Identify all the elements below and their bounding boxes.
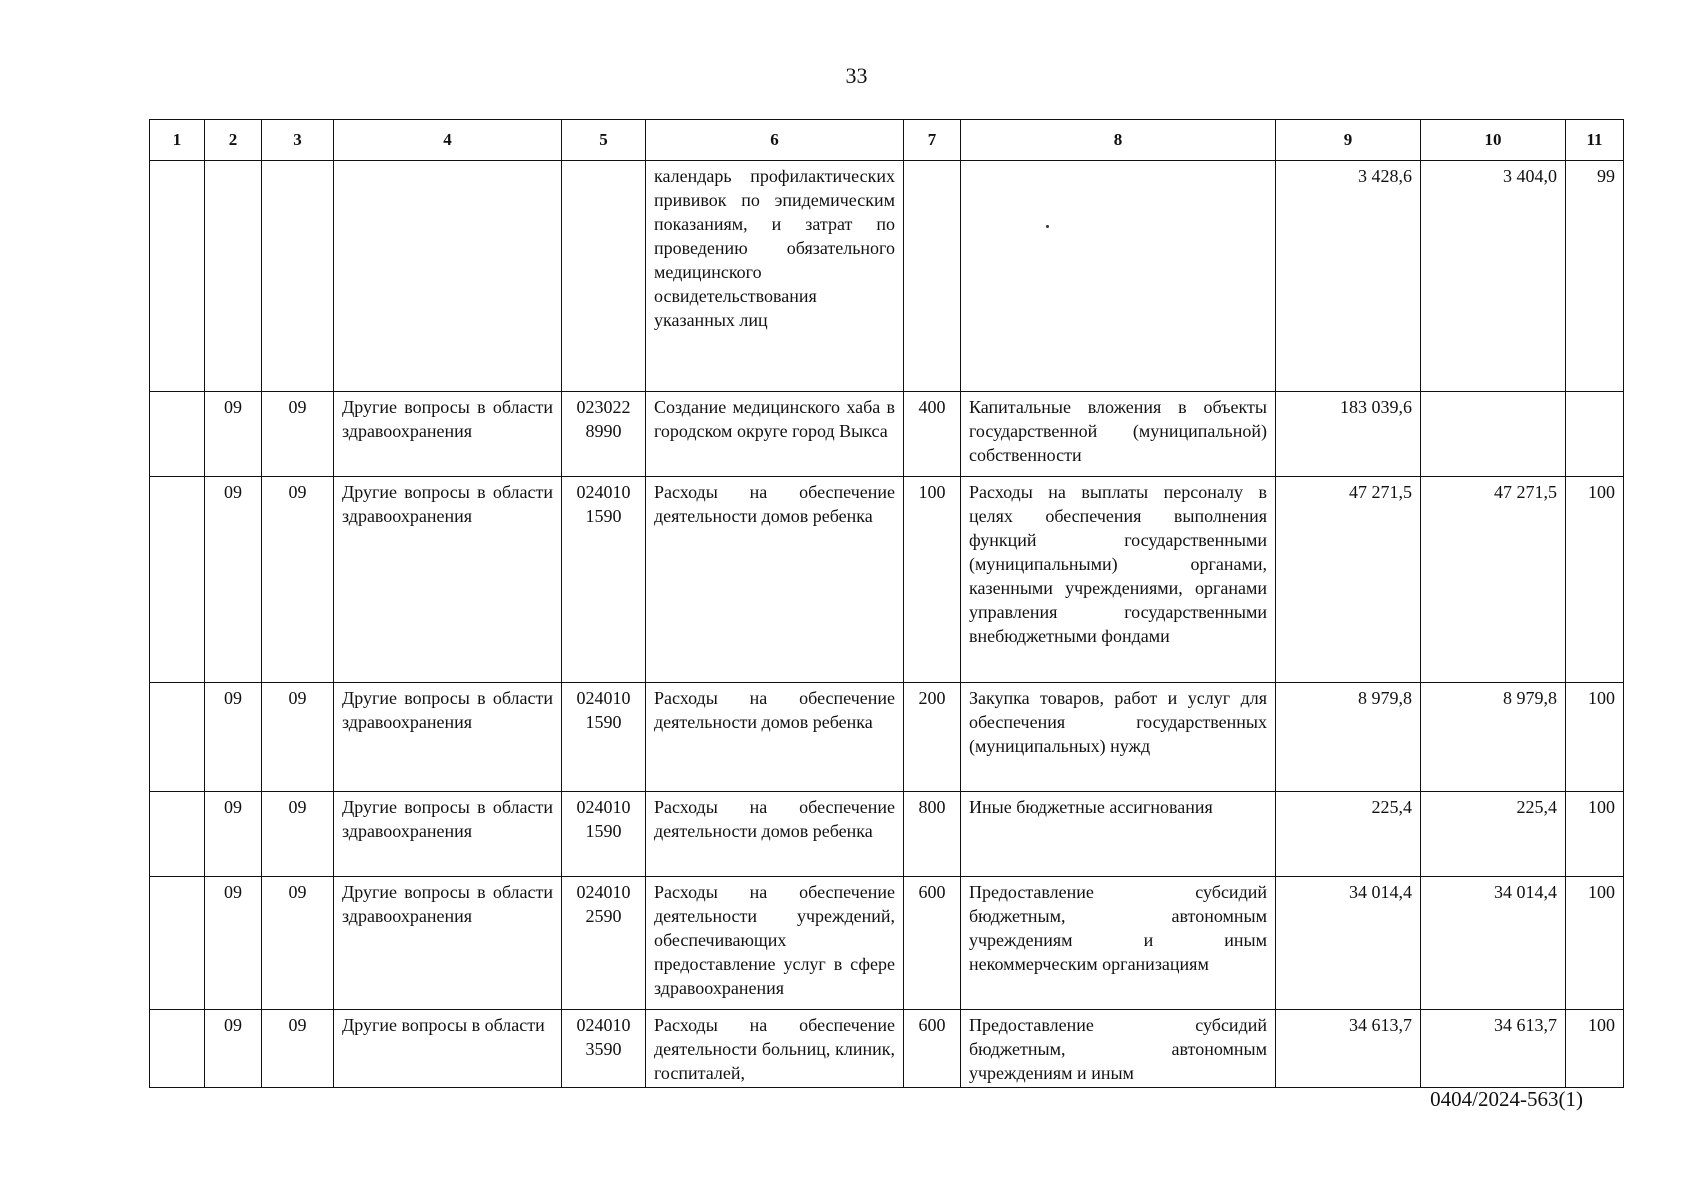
cell-section xyxy=(150,477,205,683)
cell-expense-name: Иные бюджетные ассигнования xyxy=(961,792,1276,877)
cell-target-name: Расходы на обеспечение деятельности учреждений, обеспечивающих предоставление услуг в сфере здравоохранения xyxy=(646,877,904,1010)
cell-target-name: Создание медицинского хаба в городском округе город Выкса xyxy=(646,392,904,477)
column-header: 6 xyxy=(646,120,904,161)
column-header: 2 xyxy=(205,120,262,161)
table-row xyxy=(150,792,1624,877)
cell-plan: 225,4 xyxy=(1276,792,1421,877)
cell-chapter: 09 xyxy=(205,392,262,477)
cell-target-code: 024010 2590 xyxy=(562,877,646,1010)
cell-expense-type: 200 xyxy=(904,683,961,792)
cell-subchapter: 09 xyxy=(262,792,334,877)
cell-target-code: 024010 1590 xyxy=(562,683,646,792)
cell-percent: 100 xyxy=(1566,792,1624,877)
table-row xyxy=(150,392,1624,477)
cell-plan: 34 014,4 xyxy=(1276,877,1421,1010)
cell-percent: 99 xyxy=(1566,161,1624,392)
table-header-row xyxy=(150,120,1624,161)
cell-subchapter-name: Другие вопросы в области здравоохранения xyxy=(334,683,562,792)
cell-plan: 47 271,5 xyxy=(1276,477,1421,683)
cell-chapter: 09 xyxy=(205,477,262,683)
cell-target-name: Расходы на обеспечение деятельности домов ребенка xyxy=(646,683,904,792)
cell-subchapter: 09 xyxy=(262,1010,334,1088)
cell-subchapter: 09 xyxy=(262,477,334,683)
cell-fact: 34 613,7 xyxy=(1421,1010,1566,1088)
cell-expense-type: 100 xyxy=(904,477,961,683)
cell-target-code: 024010 1590 xyxy=(562,792,646,877)
column-header: 1 xyxy=(150,120,205,161)
cell-chapter: 09 xyxy=(205,1010,262,1088)
column-header: 11 xyxy=(1566,120,1624,161)
cell-subchapter: 09 xyxy=(262,392,334,477)
cell-percent: 100 xyxy=(1566,877,1624,1010)
cell-expense-name: Предоставление субсидий бюджетным, автономным учреждениям и иным некоммерческим организациям xyxy=(961,877,1276,1010)
cell-plan: 34 613,7 xyxy=(1276,1010,1421,1088)
cell-expense-type: 600 xyxy=(904,877,961,1010)
cell-target-code: 023022 8990 xyxy=(562,392,646,477)
cell-chapter xyxy=(205,161,262,392)
cell-subchapter-name: Другие вопросы в области xyxy=(334,1010,562,1088)
cell-section xyxy=(150,877,205,1010)
cell-section xyxy=(150,161,205,392)
cell-percent: 100 xyxy=(1566,683,1624,792)
cell-fact: 225,4 xyxy=(1421,792,1566,877)
cell-percent xyxy=(1566,392,1624,477)
cell-target-code xyxy=(562,161,646,392)
cell-subchapter-name: Другие вопросы в области здравоохранения xyxy=(334,477,562,683)
column-header: 10 xyxy=(1421,120,1566,161)
cell-expense-name: Капитальные вложения в объекты государственной (муниципальной) собственности xyxy=(961,392,1276,477)
cell-expense-name: Закупка товаров, работ и услуг для обеспечения государственных (муниципальных) нужд xyxy=(961,683,1276,792)
cell-section xyxy=(150,1010,205,1088)
cell-chapter: 09 xyxy=(205,683,262,792)
table-row xyxy=(150,161,1624,392)
column-header: 9 xyxy=(1276,120,1421,161)
column-header: 7 xyxy=(904,120,961,161)
column-header: 3 xyxy=(262,120,334,161)
cell-fact: 8 979,8 xyxy=(1421,683,1566,792)
column-header: 4 xyxy=(334,120,562,161)
document-code: 0404/2024-563(1) xyxy=(1430,1087,1583,1111)
table-row xyxy=(150,683,1624,792)
cell-section xyxy=(150,792,205,877)
cell-percent: 100 xyxy=(1566,477,1624,683)
cell-fact xyxy=(1421,392,1566,477)
cell-plan: 183 039,6 xyxy=(1276,392,1421,477)
cell-fact: 3 404,0 xyxy=(1421,161,1566,392)
cell-expense-type: 400 xyxy=(904,392,961,477)
cell-section xyxy=(150,392,205,477)
cell-expense-name: Предоставление субсидий бюджетным, автономным учреждениям и иным xyxy=(961,1010,1276,1088)
cell-expense-name: Расходы на выплаты персоналу в целях обеспечения выполнения функций государственными (муниципальными) органами, казенными учреждениями, органами управления государственными внебюджетными фондами xyxy=(961,477,1276,683)
table-row xyxy=(150,477,1624,683)
cell-chapter: 09 xyxy=(205,792,262,877)
cell-subchapter: 09 xyxy=(262,877,334,1010)
cell-percent: 100 xyxy=(1566,1010,1624,1088)
cell-section xyxy=(150,683,205,792)
cell-expense-name xyxy=(961,161,1276,392)
cell-target-name: календарь профилактических прививок по эпидемическим показаниям, и затрат по проведению обязательного медицинского освидетельствования указанных лиц xyxy=(646,161,904,392)
cell-fact: 34 014,4 xyxy=(1421,877,1566,1010)
scan-speck xyxy=(1046,225,1049,228)
cell-chapter: 09 xyxy=(205,877,262,1010)
cell-subchapter-name: Другие вопросы в области здравоохранения xyxy=(334,877,562,1010)
page-number: 33 xyxy=(845,63,868,88)
table-row xyxy=(150,1010,1624,1088)
cell-subchapter-name xyxy=(334,161,562,392)
table-row xyxy=(150,877,1624,1010)
cell-subchapter-name: Другие вопросы в области здравоохранения xyxy=(334,392,562,477)
cell-plan: 8 979,8 xyxy=(1276,683,1421,792)
column-header: 8 xyxy=(961,120,1276,161)
cell-expense-type: 800 xyxy=(904,792,961,877)
cell-target-code: 024010 1590 xyxy=(562,477,646,683)
cell-target-code: 024010 3590 xyxy=(562,1010,646,1088)
cell-subchapter xyxy=(262,161,334,392)
cell-target-name: Расходы на обеспечение деятельности домов ребенка xyxy=(646,792,904,877)
cell-expense-type: 600 xyxy=(904,1010,961,1088)
cell-target-name: Расходы на обеспечение деятельности домов ребенка xyxy=(646,477,904,683)
cell-plan: 3 428,6 xyxy=(1276,161,1421,392)
cell-expense-type xyxy=(904,161,961,392)
cell-target-name: Расходы на обеспечение деятельности больниц, клиник, госпиталей, xyxy=(646,1010,904,1088)
budget-table xyxy=(149,119,1624,1088)
cell-fact: 47 271,5 xyxy=(1421,477,1566,683)
cell-subchapter: 09 xyxy=(262,683,334,792)
cell-subchapter-name: Другие вопросы в области здравоохранения xyxy=(334,792,562,877)
column-header: 5 xyxy=(562,120,646,161)
